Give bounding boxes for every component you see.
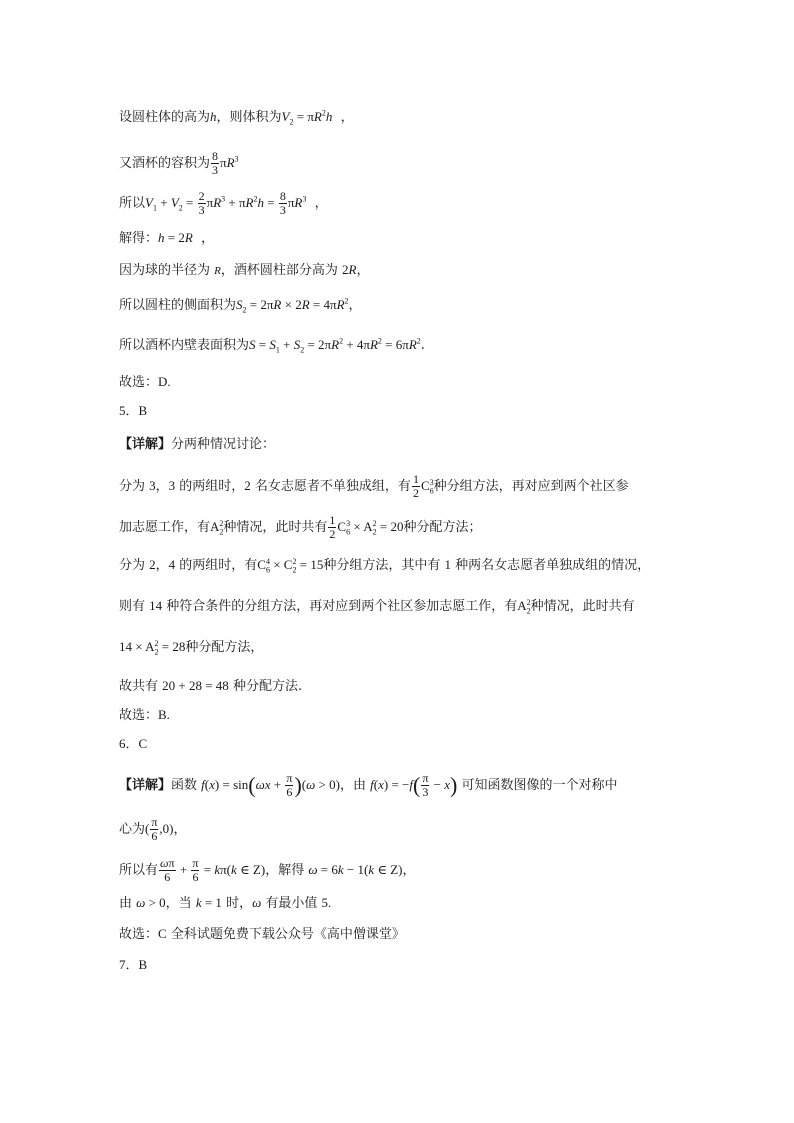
solution-line-radius: 因为球的半径为 R，酒杯圆柱部分高为 2R， (119, 262, 370, 278)
solution-line-lateral-area: 所以圆柱的侧面积为$S_2 = 2\pi R \times 2R = 4\pi R^2$， (119, 296, 362, 315)
question-number-5: 5．B (119, 403, 148, 418)
question-number-6: 6．C (119, 736, 148, 751)
answer-line-4: 故选：D. (119, 374, 171, 390)
answer-line-5: 故选：B. (119, 707, 170, 723)
solution-line-solve-h: 解得：h = 2R ， (119, 230, 215, 246)
solution-line-volume-sum: 所以$V_1 + V_2$ = $\frac{2}{3}$ $\pi R^3 + \pi R^2h$ = $\frac{8}{3}$ $\pi R^3$ ， (119, 189, 328, 217)
question-number-7: 7．B (119, 957, 148, 972)
solution-line-center: 心为( $\frac{\pi}{6}$ ,0)， (119, 815, 187, 843)
answer-line-6: 故选：C 全科试题免费下载公众号《高中僧课堂》 (119, 926, 405, 942)
solution-line-omega: 所以有 $\frac{\omega\pi}{6}$ + $\frac{\pi}{6}$ = kπ(k ∈ Z)，解得 ω = 6k − 1(k ∈ Z)， (119, 856, 416, 884)
solution-line-function: 【详解】函数 f(x) = sin(ωx + $\frac{\pi}{6}$ )(ω > 0)，由 f(x) = −f( $\frac{\pi}{3}$ − x) 可知函数图像的一个对称中 (119, 771, 618, 799)
solution-header-5: 【详解】分两种情况讨论： (119, 437, 276, 452)
solution-line-case-33: 分为 3，3 的两组时，2 名女志愿者不单独成组，有 $\frac{1}{2}$ $C_6^3$种分组方法，再对应到两个社区参 (119, 472, 629, 500)
solution-line-total-5: 故共有 20 + 28 = 48 种分配方法. (119, 678, 303, 694)
solution-line-min-omega: 由 ω > 0，当 k = 1 时，ω 有最小值 5. (119, 895, 332, 911)
solution-line-case-24-result: $14 \times A_2^2 = 28$种分配方法， (119, 638, 264, 657)
solution-line-total-area: 所以酒杯内壁表面积为$S = S_1 + S_2 = 2\pi R^2 + 4\pi R^2 = 6\pi R^2$. (119, 336, 425, 355)
solution-line-case-33-result: 加志愿工作，有$A_2^2$种情况，此时共有 $\frac{1}{2}$ $C_6^3 \times A_2^2 = 20$种分配方法； (119, 513, 482, 541)
solution-line-case-24: 分为 2，4 的两组时，有$C_6^4 \times C_2^2 = 15$种分组方法，其中有 1 种两名女志愿者单独成组的情况， (119, 556, 651, 575)
solution-line-case-24-cont: 则有 14 种符合条件的分组方法，再对应到两个社区参加志愿工作，有$A_2^2$种情况，此时共有 (119, 597, 635, 616)
solution-line-cylinder-volume: 设圆柱体的高为h，则体积为$V_2 = \pi R^2h$ ， (119, 108, 354, 127)
solution-line-cup-capacity: 又酒杯的容积为 $\frac{8}{3}$ $\pi R^3$ (119, 149, 239, 177)
